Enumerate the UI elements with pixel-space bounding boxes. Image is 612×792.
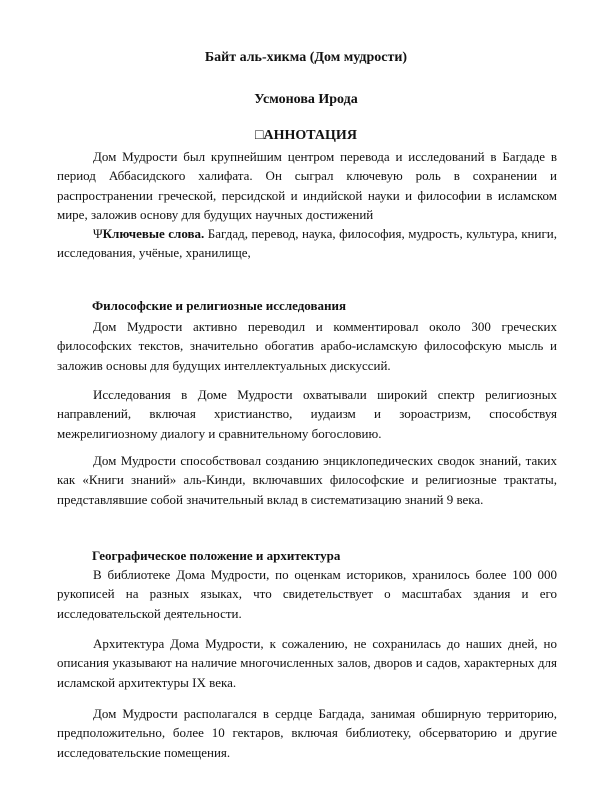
keywords-paragraph	[57, 224, 557, 263]
keywords-list: Багдад, перевод, наука, философия, мудрость, культура, книги, исследования, учёные, хранилище,	[57, 226, 557, 261]
paragraph: Дом Мудрости активно переводил и комментировал около 300 греческих философских текстов, значительно обогатив арабо-исламскую философскую мысль и заложив основы для будущих интеллектуальных дискуссий.	[57, 319, 557, 373]
section-heading-geography: Географическое положение и архитектура	[92, 548, 341, 563]
paragraph: Дом Мудрости способствовал созданию энциклопедических сводок знаний, таких как «Книги знаний» аль-Кинди, включавших философские и религиозные трактаты, представлявшие собой значительный вклад в систематизацию знаний 9 века.	[57, 453, 557, 507]
abstract-paragraph: Дом Мудрости был крупнейшим центром перевода и исследований в Багдаде в период Аббасидского халифата. Он сыграл ключевую роль в сохранении и распространении греческой, персидской и индийской науки и философии в исламском мире, заложив основу для будущих научных достижений	[57, 149, 557, 222]
paragraph: В библиотеке Дома Мудрости, по оценкам историков, хранилось более 100 000 рукописей на разных языках, что свидетельствует о масштабах здания и его исследовательской деятельности.	[57, 567, 557, 621]
annotation-heading	[0, 128, 612, 144]
paragraph: Исследования в Доме Мудрости охватывали широкий спектр религиозных направлений, включая христианство, иудаизм и зороастризм, способствуя межрелигиозному диалогу и сравнительному богословию.	[57, 387, 557, 441]
missing-glyph-icon: □	[255, 128, 264, 143]
key-icon: Ψ	[93, 226, 103, 241]
paragraph: Дом Мудрости располагался в сердце Багдада, занимая обширную территорию, предположительно, более 10 гектаров, включая библиотеку, обсерваторию и другие исследовательские помещения.	[57, 706, 557, 760]
author-name: Усмонова Ирода	[254, 92, 358, 107]
document-title: Байт аль-хикма (Дом мудрости)	[204, 50, 408, 65]
keywords-label: Ключевые слова.	[102, 226, 205, 241]
section-heading-philosophy: Философские и религиозные исследования	[92, 298, 346, 313]
annotation-heading-text: АННОТАЦИЯ	[263, 128, 357, 143]
paragraph: Архитектура Дома Мудрости, к сожалению, не сохранилась до наших дней, но описания указывают на наличие многочисленных залов, дворов и садов, характерных для исламской архитектуры IX века.	[57, 636, 557, 690]
